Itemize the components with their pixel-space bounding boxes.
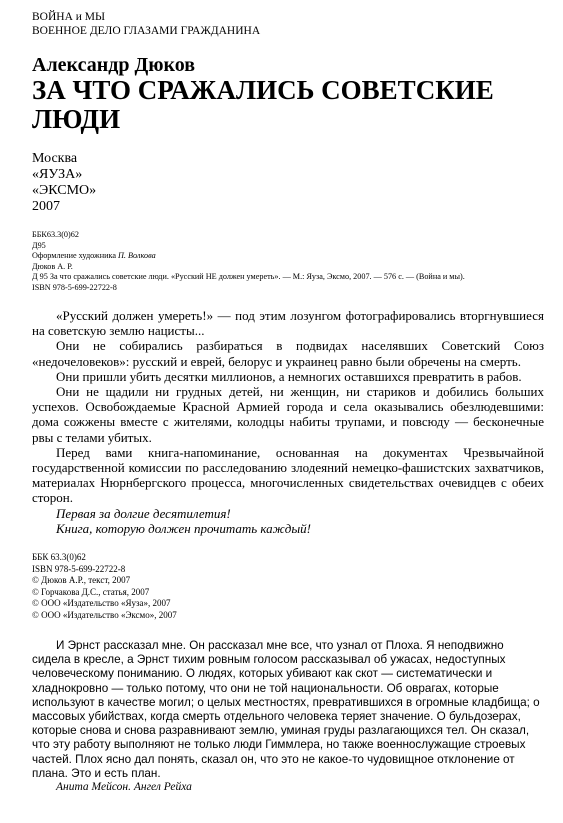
epigraph-signature: Анита Мейсон. Ангел Рейха: [56, 781, 192, 794]
book-title: [32, 76, 544, 134]
bbk-code: ББК63.3(0)62: [32, 230, 79, 239]
design-credit: [32, 251, 544, 262]
imprint-city: Москва: [32, 151, 78, 166]
imprint-publisher-1: «ЯУЗА»: [32, 167, 83, 182]
book-title-line-2: ЛЮДИ: [32, 104, 121, 134]
catalog-record: Д 95 За что сражались советские люди. «Русский НЕ должен умереть». — М.: Яуза, Эксмо, 2007. — 576 с. — (Война и мы).: [32, 272, 465, 281]
copyright-line: © Горчакова Д.С., статья, 2007: [32, 586, 150, 597]
copyright-line: © ООО «Издательство «Эксмо», 2007: [32, 609, 177, 620]
isbn: ISBN 978-5-699-22722-8: [32, 282, 117, 292]
copyright-isbn: ISBN 978-5-699-22722-8: [32, 563, 126, 574]
epigraph-text: И Эрнст рассказал мне. Он рассказал мне все, что узнал от Плоха. Я неподвижно сидела в кресле, а Эрнст тихим ровным голосом рассказывал об ужасах, недоступных человеческому пониманию. О людях, которых убивают как скот — систематически и хладнокровно — только потому, что они не той национальности. Об оврагах, которые используют в качестве могил; о целых местностях, превратившихся в огромные кладбища; о массовых убийствах, когда смерть отдельного человека теряет значение. О бульдозерах, которые снова и снова разравнивают землю, уминая груды разлагающихся тел. Он сказал, что эту работу выполняют не только люди Гиммлера, но также военнослужащие строевых частей. Плох ясно дал понять, сказал он, что это не какое-то чудовищное отклонение от плана. Это и есть план.: [32, 639, 540, 780]
annotation-paragraph: Они не щадили ни грудных детей, ни женщин, ни стариков и добились больших успехов. Освобождаемые Красной Армией города и села оказывались обезлюдевшими: дома сожжены вместе с жителями, колодцы набиты трупами, и повсюду — бесконечные рвы с телами убитых.: [32, 384, 544, 445]
epigraph: [32, 639, 544, 794]
annotation-paragraph: Они пришли убить десятки миллионов, а немногих оставшихся превратить в рабов.: [56, 368, 522, 384]
author-code: Д95: [32, 240, 46, 250]
imprint-publisher-2: «ЭКСМО»: [32, 183, 97, 198]
book-author: Александр Дюков: [32, 54, 196, 76]
series-header: [32, 10, 544, 38]
design-artist: П. Волкова: [118, 251, 156, 260]
copyright-line: © ООО «Издательство «Яуза», 2007: [32, 598, 171, 609]
annotation: [32, 308, 544, 536]
series-subtitle: ВОЕННОЕ ДЕЛО ГЛАЗАМИ ГРАЖДАНИНА: [32, 25, 261, 37]
annotation-tagline-1: Первая за долгие десятилетия!: [56, 505, 231, 521]
annotation-paragraph: «Русский должен умереть!» — под этим лозунгом фотографировались вторгнувшиеся на советскую землю нацисты...: [32, 308, 544, 339]
design-credit-label: Оформление художника: [32, 251, 118, 260]
annotation-paragraph: Они не собирались разбираться в подвидах населявших Советский Союз «недочеловеков»: русский и еврей, белорус и украинец равно были обречены на смерть.: [32, 338, 544, 369]
copyright-bbk: ББК 63.3(0)62: [32, 552, 86, 563]
imprint-year: 2007: [32, 199, 60, 214]
book-title-page: [32, 10, 544, 794]
annotation-tagline-2: Книга, которую должен прочитать каждый!: [56, 520, 311, 536]
book-title-line-1: ЗА ЧТО СРАЖАЛИСЬ СОВЕТСКИЕ: [32, 75, 494, 105]
annotation-paragraph: Перед вами книга-напоминание, основанная на документах Чрезвычайной государственной комиссии по расследованию злодеяний немецко-фашистских захватчиков, материалах Нюрнбергского процесса, многочисленных свидетельствах очевидцев с обеих сторон.: [32, 444, 544, 506]
series-name: ВОЙНА и МЫ: [32, 11, 106, 23]
copyright-line: © Дюков А.Р., текст, 2007: [32, 575, 131, 586]
copyright-block: [32, 552, 544, 621]
imprint: [32, 151, 544, 215]
author-short: Дюков А. Р.: [32, 261, 73, 271]
bibliographic-record: [32, 230, 544, 293]
